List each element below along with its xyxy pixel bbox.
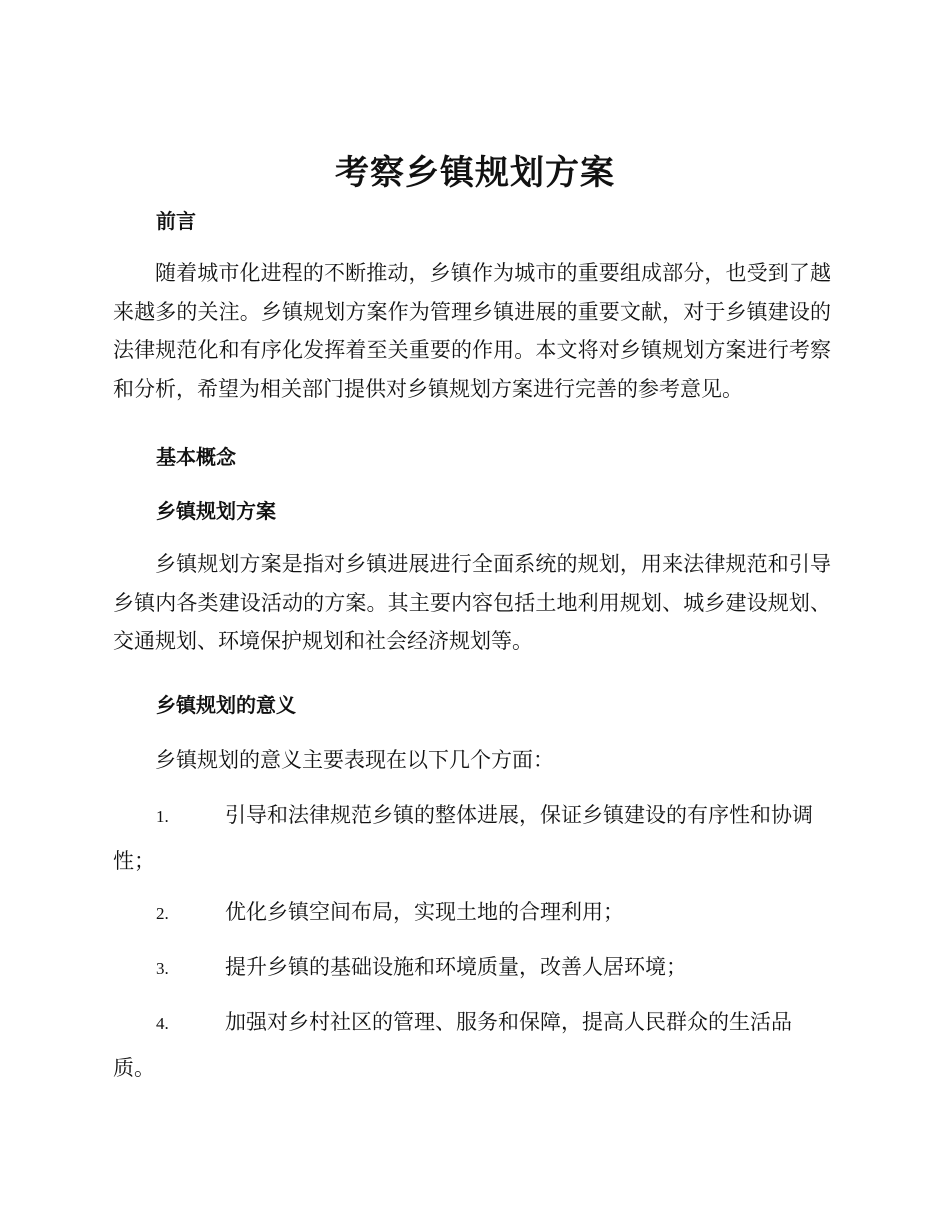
preface-paragraph: 随着城市化进程的不断推动，乡镇作为城市的重要组成部分，也受到了越来越多的关注。乡镇规划方案作为管理乡镇进展的重要文献，对于乡镇建设的法律规范化和有序化发挥着至关重要的作用。本文将对乡镇规划方案进行考察和分析，希望为相关部门提供对乡镇规划方案进行完善的参考意见。	[113, 261, 831, 401]
list-item	[113, 793, 831, 883]
section-heading-preface: 前言	[156, 209, 196, 233]
list-item	[113, 1000, 831, 1090]
list-item-number: 1.	[156, 807, 169, 826]
list-item-text: 引导和法律规范乡镇的整体进展，保证乡镇建设的有序性和协调性；	[113, 803, 813, 873]
list-item-text: 优化乡镇空间布局，实现土地的合理利用；	[225, 900, 624, 924]
list-item	[113, 945, 831, 991]
list-item-number: 2.	[156, 904, 169, 923]
section-heading-basic-concepts: 基本概念	[156, 445, 236, 469]
section-heading-significance: 乡镇规划的意义	[156, 693, 296, 717]
section-heading-plan: 乡镇规划方案	[156, 499, 276, 523]
significance-intro-paragraph: 乡镇规划的意义主要表现在以下几个方面：	[155, 748, 554, 772]
list-item-text: 加强对乡村社区的管理、服务和保障，提高人民群众的生活品质。	[113, 1010, 792, 1080]
list-item-number: 4.	[156, 1014, 169, 1033]
list-item-number: 3.	[156, 959, 169, 978]
plan-definition-paragraph: 乡镇规划方案是指对乡镇进展进行全面系统的规划，用来法律规范和引导乡镇内各类建设活动的方案。其主要内容包括土地利用规划、城乡建设规划、交通规划、环境保护规划和社会经济规划等。	[113, 552, 831, 653]
document-title: 考察乡镇规划方案	[335, 153, 615, 193]
list-item-text: 提升乡镇的基础设施和环境质量，改善人居环境；	[225, 955, 687, 979]
list-item	[113, 890, 831, 936]
